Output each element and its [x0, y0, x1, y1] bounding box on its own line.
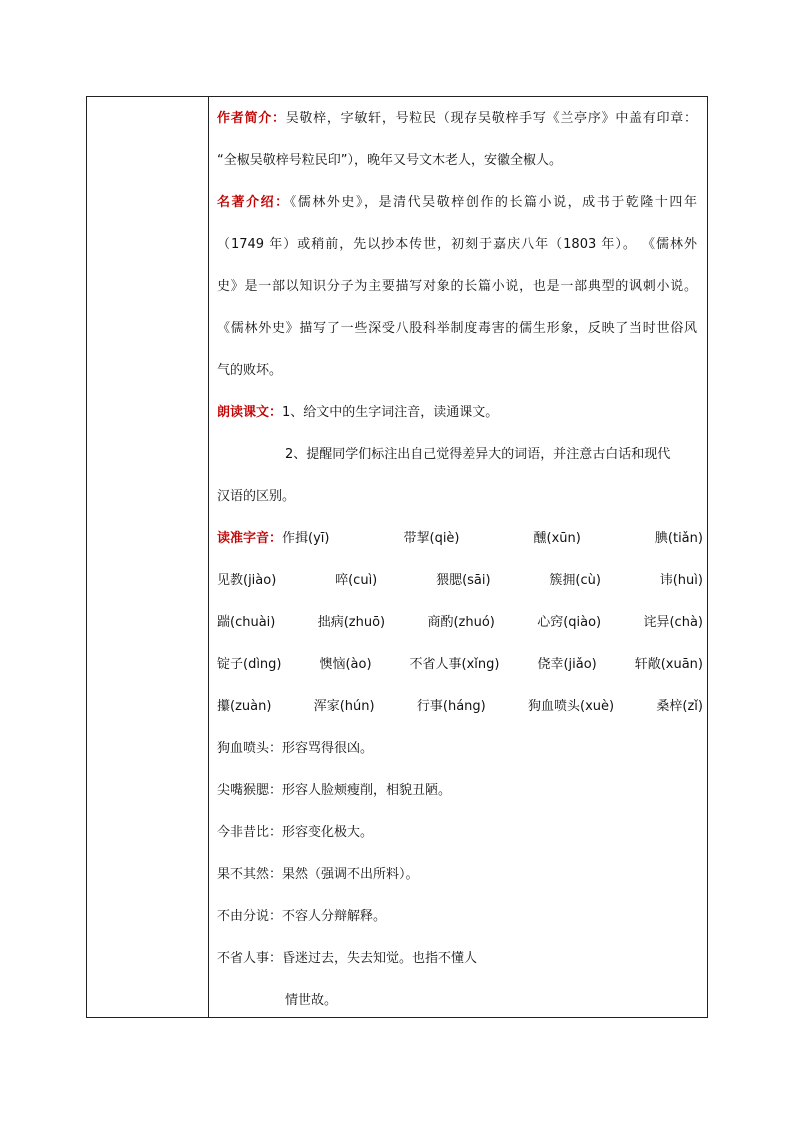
- work-line-1: [217, 192, 697, 214]
- pron-label: 读准字音：: [217, 531, 283, 546]
- work-label: 名著介绍：: [217, 195, 290, 210]
- column-divider: [208, 97, 209, 1017]
- pron-word: 诧异(chà): [643, 615, 703, 630]
- pron-word: 醺(xūn): [533, 531, 581, 546]
- pron-word: 轩敞(xuān): [634, 657, 703, 672]
- work-line-5: 气的败坏。: [217, 363, 283, 378]
- reading-item-2: 2、提醒同学们标注出自己觉得差异大的词语，并注意古白话和现代: [285, 447, 671, 462]
- reading-label: 朗读课文：: [217, 405, 283, 420]
- pron-word: 攥(zuàn): [217, 699, 272, 714]
- pron-word: 猥腮(sāi): [436, 573, 491, 588]
- pron-word: 作揖(yī): [282, 531, 330, 546]
- pron-word: 见教(jiào): [217, 573, 277, 588]
- pron-word: 行事(háng): [416, 699, 486, 714]
- pron-word: 不省人事(xǐng): [409, 657, 500, 672]
- content-table: [86, 96, 708, 1018]
- definition-1: 狗血喷头：形容骂得很凶。: [217, 741, 374, 756]
- pron-word: 桑梓(zǐ): [656, 699, 703, 714]
- pron-word: 侥幸(jiǎo): [537, 657, 597, 672]
- pron-word: 狗血喷头(xuè): [528, 699, 615, 714]
- definition-4: 果不其然：果然（强调不出所料）。: [217, 867, 419, 882]
- work-line-2: （1749 年）或稍前，先以抄本传世，初刻于嘉庆八年（1803 年）。 《儒林外: [217, 237, 697, 252]
- definition-6-cont: 情世故。: [285, 993, 338, 1008]
- definition-2: 尖嘴猴腮：形容人脸颊瘦削，相貌丑陋。: [217, 783, 452, 798]
- pron-word: 带挈(qiè): [403, 531, 460, 546]
- pron-word: 讳(huì): [659, 573, 703, 588]
- pron-row-5: [217, 696, 703, 718]
- pron-word: 腆(tiǎn): [654, 531, 703, 546]
- pron-row-1: [217, 528, 703, 550]
- pron-row-4: [217, 654, 703, 676]
- author-label: 作者简介：: [217, 111, 286, 126]
- work-line-4: 《儒林外史》描写了一些深受八股科举制度毒害的儒生形象，反映了当时世俗风: [217, 321, 697, 336]
- pron-word: 踹(chuài): [217, 615, 276, 630]
- pron-word: 啐(cuì): [335, 573, 378, 588]
- author-line-2: “全椒吴敬梓号粒民印”），晚年又号文木老人，安徽全椒人。: [217, 153, 562, 168]
- pron-word: 心窍(qiào): [537, 615, 602, 630]
- author-line-1: [217, 108, 697, 130]
- pron-word: 商酌(zhuó): [427, 615, 495, 630]
- pron-row-3: [217, 612, 703, 634]
- reading-item-2-cont: 汉语的区别。: [217, 489, 296, 504]
- definition-5: 不由分说：不容人分辩解释。: [217, 909, 387, 924]
- pron-row-2: [217, 570, 703, 592]
- definition-6: 不省人事：昏迷过去，失去知觉。也指不懂人: [217, 951, 478, 966]
- pron-row-1-first: [217, 528, 329, 550]
- pron-word: 锭子(dìng): [217, 657, 282, 672]
- definition-3: 今非昔比：形容变化极大。: [217, 825, 374, 840]
- reading-line-1: [217, 402, 697, 424]
- reading-item-1: 1、给文中的生字词注音，读通课文。: [282, 405, 499, 420]
- pron-word: 拙病(zhuō): [317, 615, 386, 630]
- pron-word: 簇拥(cù): [549, 573, 601, 588]
- work-line-3: 史》是一部以知识分子为主要描写对象的长篇小说，也是一部典型的讽刺小说。: [217, 279, 697, 294]
- work-text-1: 《儒林外史》，是清代吴敬梓创作的长篇小说，成书于乾隆十四年: [289, 195, 697, 210]
- author-text-1: 吴敬梓，字敏轩，号粒民（现存吴敬梓手写《兰亭序》中盖有印章：: [285, 111, 697, 126]
- pron-word: 浑家(hún): [313, 699, 375, 714]
- pron-word: 懊恼(ào): [319, 657, 372, 672]
